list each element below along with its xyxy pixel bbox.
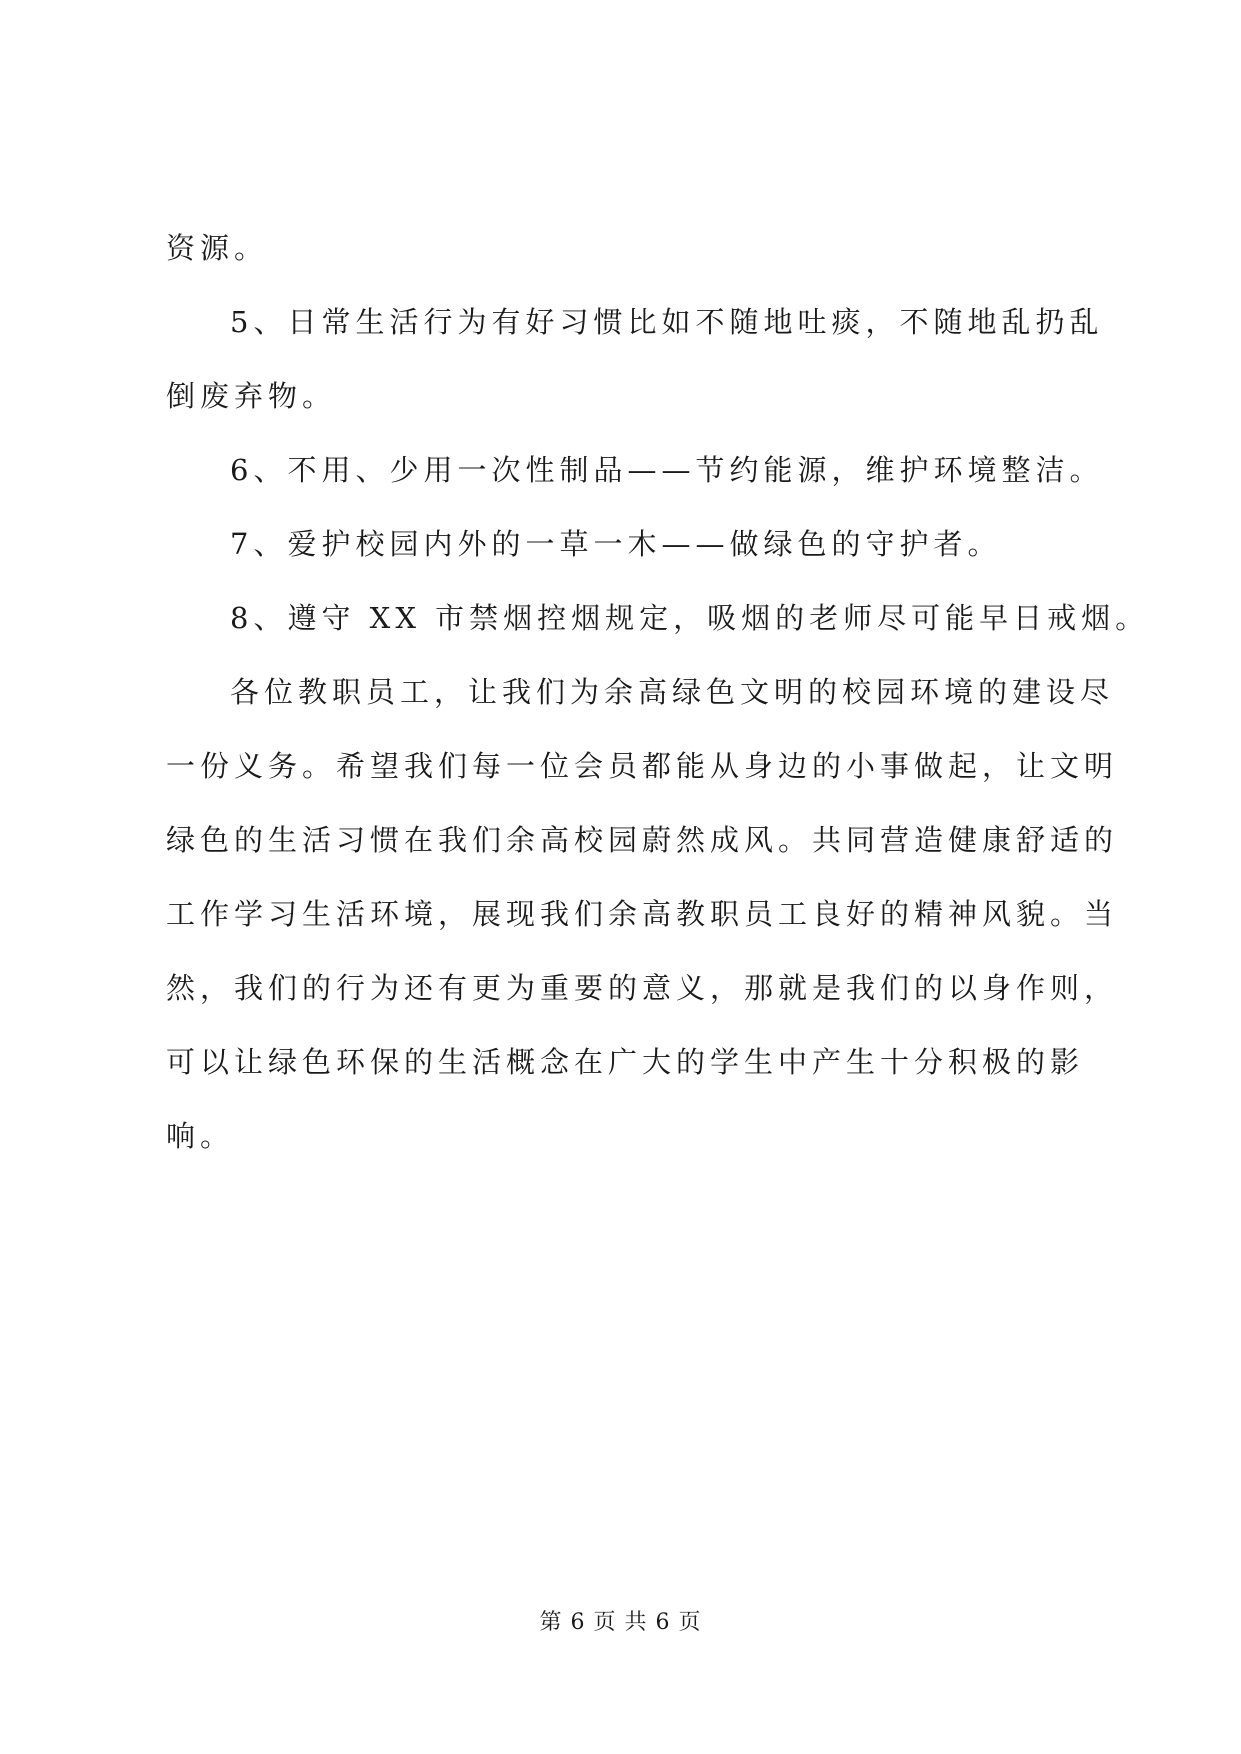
- text-line: 响。: [166, 1119, 235, 1153]
- page-number-footer: 第 6 页 共 6 页: [539, 1610, 702, 1635]
- text-line: 7、爱护校园内外的一草一木——做绿色的守护者。: [230, 527, 1002, 561]
- text-line: 各位教职员工，让我们为余高绿色文明的校园环境的建设尽: [230, 675, 1115, 709]
- text-line: 工作学习生活环境，展现我们余高教职员工良好的精神风貌。当: [166, 897, 1119, 931]
- text-line: 一份义务。希望我们每一位会员都能从身边的小事做起，让文明: [166, 749, 1119, 783]
- text-line: 倒废弃物。: [166, 379, 337, 413]
- text-line: 可以让绿色环保的生活概念在广大的学生中产生十分积极的影: [166, 1045, 1085, 1079]
- text-line: 资源。: [166, 231, 269, 265]
- text-line: 5、日常生活行为有好习惯比如不随地吐痰，不随地乱扔乱: [230, 305, 1104, 339]
- text-line: 8、遵守 XX 市禁烟控烟规定，吸烟的老师尽可能早日戒烟。: [230, 601, 1150, 635]
- text-line: 绿色的生活习惯在我们余高校园蔚然成风。共同营造健康舒适的: [166, 823, 1119, 857]
- text-line: 6、不用、少用一次性制品——节约能源，维护环境整洁。: [230, 453, 1104, 487]
- text-line: 然，我们的行为还有更为重要的意义，那就是我们的以身作则，: [166, 971, 1119, 1005]
